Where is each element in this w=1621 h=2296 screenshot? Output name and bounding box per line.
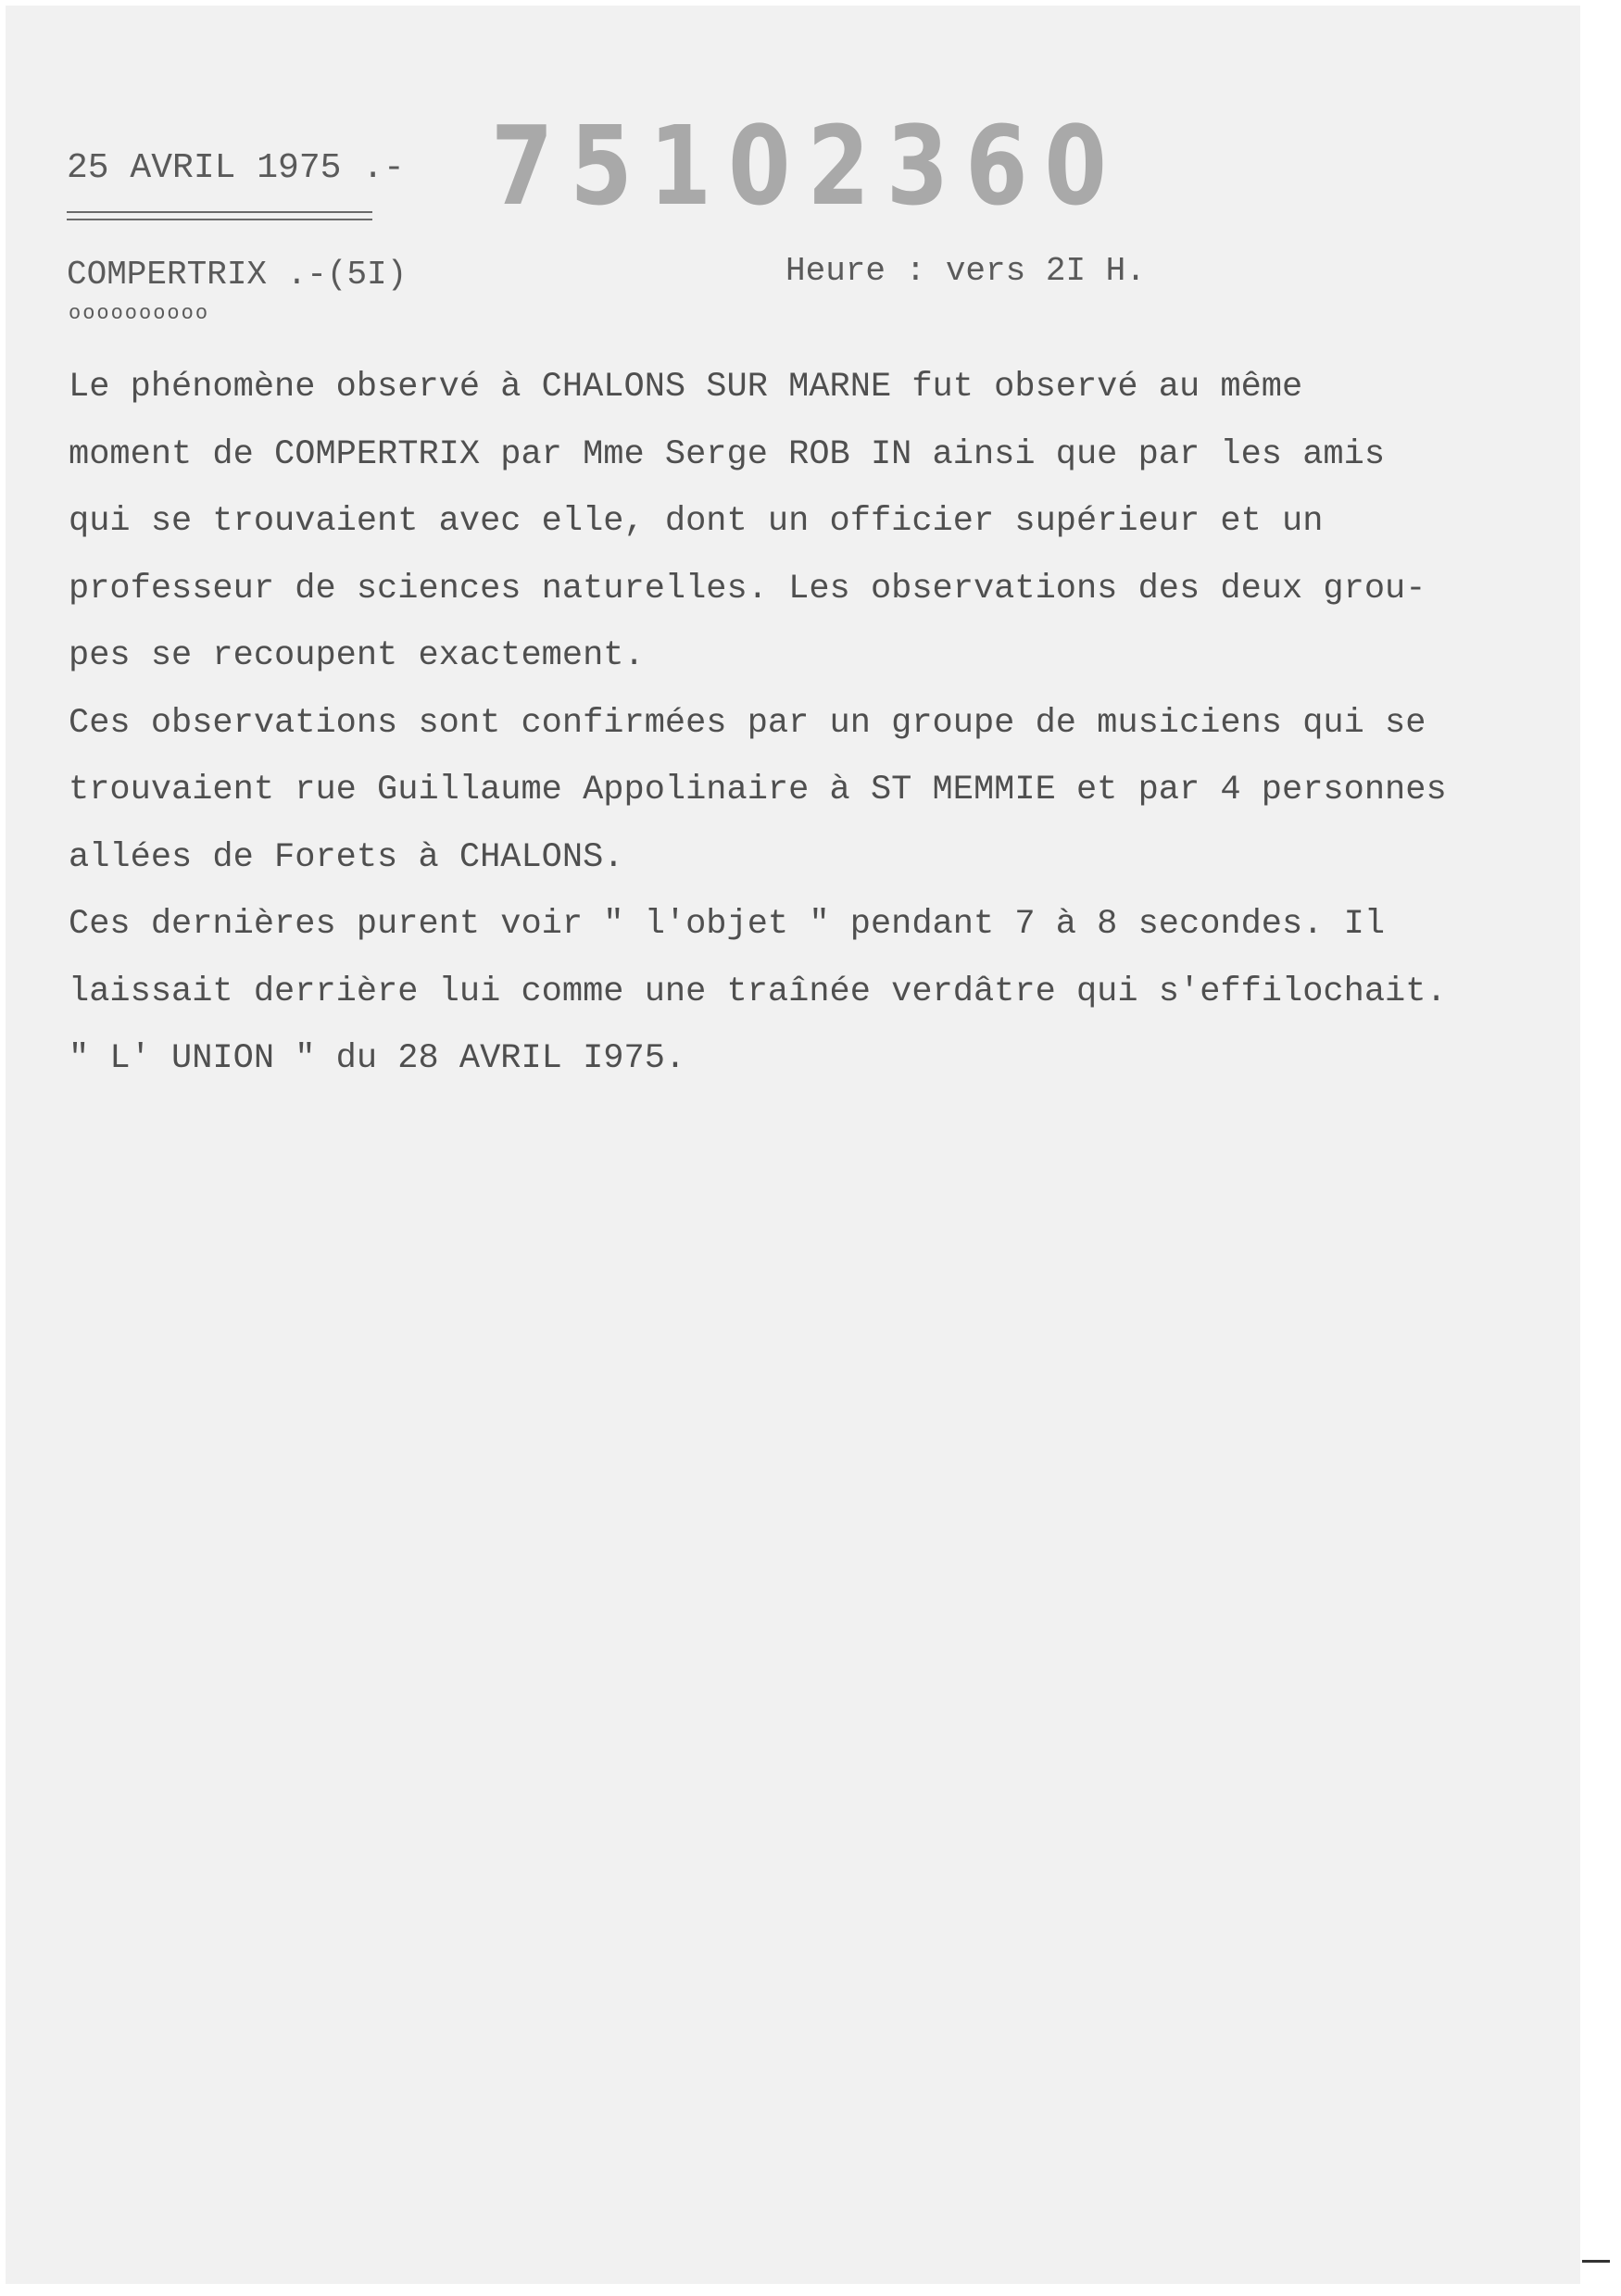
observation-hour: Heure : vers 2I H. bbox=[785, 252, 1146, 290]
body-line: pes se recoupent exactement. bbox=[69, 636, 645, 675]
report-date: 25 AVRIL 1975 .- bbox=[67, 148, 405, 188]
body-line: professeur de sciences naturelles. Les observations des deux grou- bbox=[69, 569, 1426, 609]
date-double-underline bbox=[67, 211, 372, 220]
page-edge bbox=[1580, 0, 1621, 2296]
body-line: trouvaient rue Guillaume Appolinaire à ST MEMMIE et par 4 personnes bbox=[69, 771, 1447, 809]
body-line: laissait derrière lui comme une traînée verdâtre qui s'effilochait. bbox=[69, 972, 1447, 1011]
body-line: Ces dernières purent voir " l'objet " pendant 7 à 8 secondes. Il bbox=[69, 905, 1386, 944]
location-underline: oooooooooo bbox=[69, 302, 210, 325]
body-line: allées de Forets à CHALONS. bbox=[69, 837, 624, 877]
body-line: moment de COMPERTRIX par Mme Serge ROB IN ainsi que par les amis bbox=[69, 434, 1386, 474]
edge-mark bbox=[1582, 2260, 1610, 2263]
stamp-number: 75102360 bbox=[491, 102, 1124, 230]
body-line: " L' UNION " du 28 AVRIL I975. bbox=[69, 1039, 686, 1078]
report-body bbox=[69, 354, 1569, 1093]
body-line: qui se trouvaient avec elle, dont un officier supérieur et un bbox=[69, 502, 1324, 541]
location-place: COMPERTRIX .-(5I) bbox=[67, 256, 408, 294]
body-line: Ces observations sont confirmées par un groupe de musiciens qui se bbox=[69, 703, 1426, 743]
document-sheet bbox=[6, 6, 1583, 2284]
body-line: Le phénomène observé à CHALONS SUR MARNE fut observé au même bbox=[69, 368, 1303, 407]
